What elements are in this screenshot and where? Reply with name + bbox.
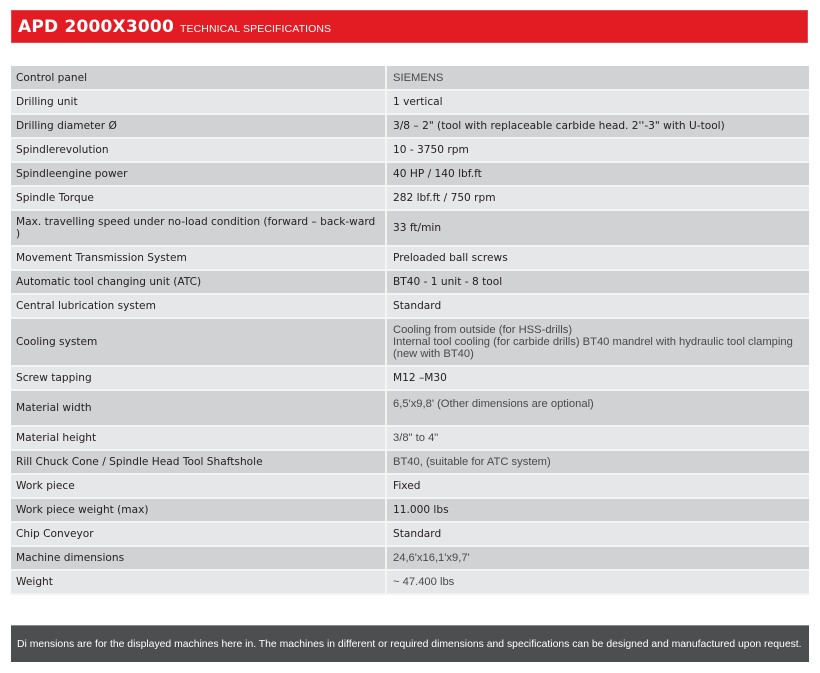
spec-label: Control panel — [11, 66, 386, 90]
spec-value: 3/8 – 2" (tool with replaceable carbide head. 2''-3" with U-tool) — [386, 114, 809, 138]
spec-value: SIEMENS — [386, 66, 809, 90]
spec-label: Movement Transmission System — [11, 246, 386, 270]
spec-value: 24,6'x16,1'x9,7' — [386, 546, 809, 570]
spec-value: Preloaded ball screws — [386, 246, 809, 270]
spec-row-weight — [11, 570, 809, 594]
spec-row-cooling-system — [11, 318, 809, 366]
spec-label: Chip Conveyor — [11, 522, 386, 546]
spec-value: M12 –M30 — [386, 366, 809, 390]
spec-row-spindle-revolution — [11, 138, 809, 162]
spec-row-work-piece — [11, 474, 809, 498]
spec-row-work-piece-weight — [11, 498, 809, 522]
spec-value: 282 lbf.ft / 750 rpm — [386, 186, 809, 210]
model-name: APD 2000X3000 — [18, 16, 174, 37]
spec-value-line: Cooling from outside (for HSS-drills) — [393, 324, 573, 336]
spec-label: Max. travelling speed under no-load condition (forward – back-ward ) — [11, 210, 386, 246]
spec-label: Rill Chuck Cone / Spindle Head Tool Shaftshole — [11, 450, 386, 474]
spec-row-max-travelling-speed — [11, 210, 809, 246]
spec-value: BT40 - 1 unit - 8 tool — [386, 270, 809, 294]
spec-value: 1 vertical — [386, 90, 809, 114]
spec-row-spindle-engine-power — [11, 162, 809, 186]
spec-row-drilling-unit — [11, 90, 809, 114]
spec-label: Screw tapping — [11, 366, 386, 390]
spec-label: Work piece weight (max) — [11, 498, 386, 522]
spec-row-atc — [11, 270, 809, 294]
spec-label: Drilling unit — [11, 90, 386, 114]
spec-row-screw-tapping — [11, 366, 809, 390]
spec-row-material-width — [11, 390, 809, 426]
spec-row-spindle-torque — [11, 186, 809, 210]
spec-value — [386, 318, 809, 366]
spec-value: Fixed — [386, 474, 809, 498]
title-banner — [11, 10, 808, 43]
spec-label: Work piece — [11, 474, 386, 498]
spec-row-central-lubrication — [11, 294, 809, 318]
spec-value-line: Internal tool cooling (for carbide drills) BT40 mandrel with hydraulic tool clamping (new with BT40) — [393, 336, 793, 360]
spec-label: Drilling diameter Ø — [11, 114, 386, 138]
spec-label: Cooling system — [11, 318, 386, 366]
spec-value: 10 - 3750 rpm — [386, 138, 809, 162]
spec-label: Material height — [11, 426, 386, 450]
spec-value: 6,5'x9,8' (Other dimensions are optional) — [386, 390, 809, 426]
spec-row-chuck-cone — [11, 450, 809, 474]
spec-label: Spindlerevolution — [11, 138, 386, 162]
specifications-table — [11, 66, 809, 595]
spec-label: Weight — [11, 570, 386, 594]
spec-label: Spindle Torque — [11, 186, 386, 210]
spec-value: ~ 47.400 lbs — [386, 570, 809, 594]
spec-row-chip-conveyor — [11, 522, 809, 546]
spec-label: Automatic tool changing unit (ATC) — [11, 270, 386, 294]
spec-value: 40 HP / 140 lbf.ft — [386, 162, 809, 186]
spec-row-material-height — [11, 426, 809, 450]
spec-label: Material width — [11, 390, 386, 426]
spec-row-drilling-diameter — [11, 114, 809, 138]
spec-label: Spindleengine power — [11, 162, 386, 186]
spec-row-control-panel — [11, 66, 809, 90]
spec-value: Standard — [386, 294, 809, 318]
section-subtitle: TECHNICAL SPECIFICATIONS — [179, 22, 332, 35]
spec-value: Standard — [386, 522, 809, 546]
footnote-bar — [11, 625, 809, 662]
spec-value: BT40, (suitable for ATC system) — [386, 450, 809, 474]
spec-value: 3/8" to 4" — [386, 426, 809, 450]
spec-value: 33 ft/min — [386, 210, 809, 246]
spec-value: 11.000 lbs — [386, 498, 809, 522]
spec-label: Machine dimensions — [11, 546, 386, 570]
spec-row-machine-dimensions — [11, 546, 809, 570]
spec-label: Central lubrication system — [11, 294, 386, 318]
spec-row-movement-transmission — [11, 246, 809, 270]
footnote-text: Di mensions are for the displayed machines here in. The machines in different or required dimensions and specifications can be designed and manufactured upon request. — [17, 638, 802, 650]
